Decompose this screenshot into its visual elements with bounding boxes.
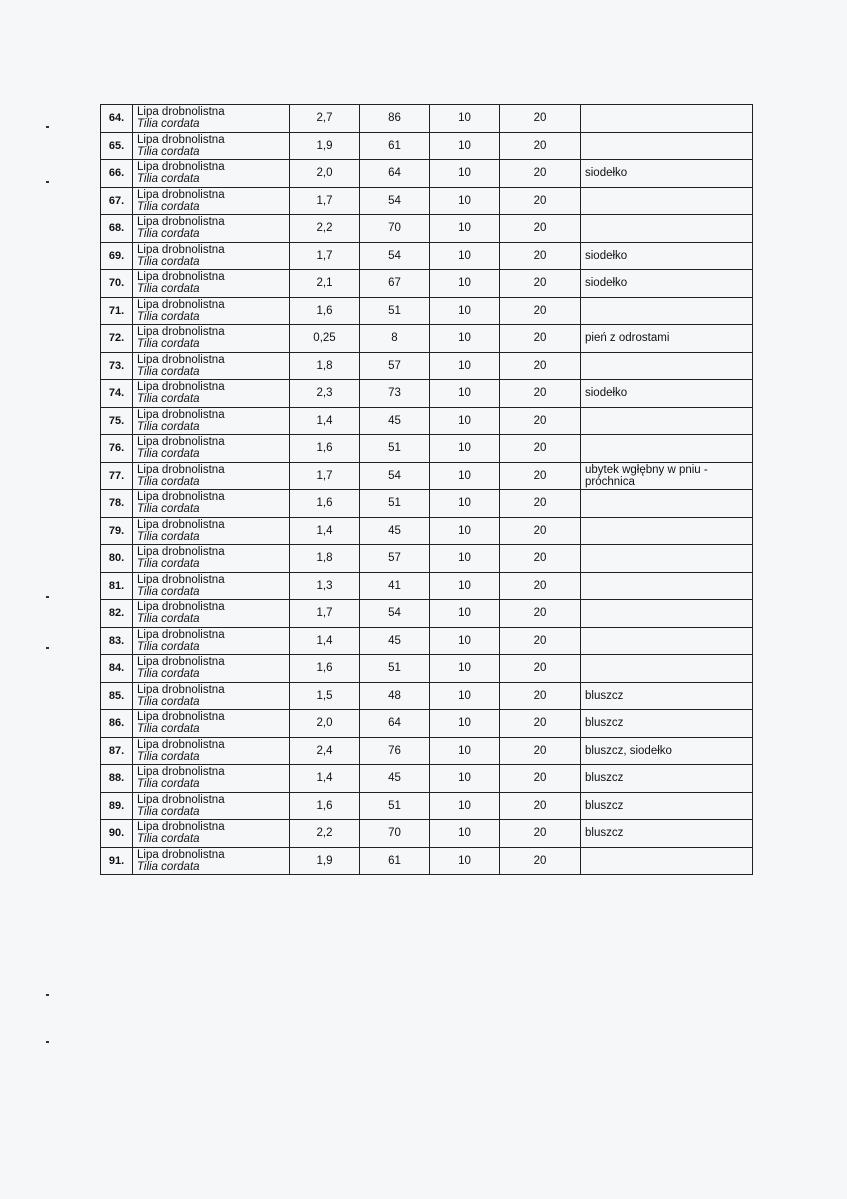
value-col-1: 1,6: [290, 655, 360, 683]
value-col-3: 10: [430, 517, 500, 545]
species-cell: [133, 490, 290, 518]
remarks-cell: [581, 572, 753, 600]
species-cell: [133, 710, 290, 738]
value-col-3: 10: [430, 435, 500, 463]
value-col-4: 20: [500, 407, 581, 435]
value-col-3: 10: [430, 160, 500, 188]
remarks-cell: siodełko: [581, 160, 753, 188]
row-number: 76.: [101, 435, 133, 463]
value-col-1: 2,3: [290, 380, 360, 408]
species-latin-name: Tilia cordata: [137, 585, 200, 598]
species-cell: [133, 545, 290, 573]
value-col-4: 20: [500, 352, 581, 380]
species-polish-name: Lipa drobnolistna: [137, 821, 225, 834]
species-cell: [133, 105, 290, 133]
value-col-3: 10: [430, 765, 500, 793]
value-col-1: 1,5: [290, 682, 360, 710]
value-col-1: 2,0: [290, 160, 360, 188]
value-col-1: 1,6: [290, 490, 360, 518]
value-col-2: 64: [360, 710, 430, 738]
row-number: 78.: [101, 490, 133, 518]
species-polish-name: Lipa drobnolistna: [137, 381, 225, 394]
value-col-2: 67: [360, 270, 430, 298]
remarks-cell: [581, 187, 753, 215]
table-row: [101, 325, 753, 353]
value-col-3: 10: [430, 600, 500, 628]
remarks-cell: [581, 435, 753, 463]
value-col-1: 1,7: [290, 462, 360, 490]
row-number: 79.: [101, 517, 133, 545]
table-row: [101, 297, 753, 325]
table-row: [101, 737, 753, 765]
value-col-4: 20: [500, 765, 581, 793]
row-number: 73.: [101, 352, 133, 380]
species-polish-name: Lipa drobnolistna: [137, 298, 225, 311]
value-col-2: 45: [360, 517, 430, 545]
remarks-cell: bluszcz: [581, 710, 753, 738]
scan-mark: [46, 596, 49, 598]
remarks-cell: [581, 545, 753, 573]
value-col-3: 10: [430, 270, 500, 298]
table-row: [101, 215, 753, 243]
remarks-cell: ubytek wgłębny w pniu - próchnica: [581, 462, 753, 490]
species-latin-name: Tilia cordata: [137, 200, 200, 213]
remarks-cell: [581, 490, 753, 518]
value-col-4: 20: [500, 160, 581, 188]
species-latin-name: Tilia cordata: [137, 173, 200, 186]
value-col-4: 20: [500, 682, 581, 710]
remarks-cell: [581, 297, 753, 325]
species-cell: [133, 627, 290, 655]
remarks-cell: bluszcz, siodełko: [581, 737, 753, 765]
value-col-3: 10: [430, 352, 500, 380]
species-cell: [133, 737, 290, 765]
value-col-1: 1,8: [290, 545, 360, 573]
row-number: 70.: [101, 270, 133, 298]
species-latin-name: Tilia cordata: [137, 778, 200, 791]
value-col-1: 1,7: [290, 187, 360, 215]
value-col-2: 57: [360, 545, 430, 573]
value-col-4: 20: [500, 517, 581, 545]
value-col-1: 2,4: [290, 737, 360, 765]
value-col-4: 20: [500, 545, 581, 573]
value-col-1: 1,4: [290, 407, 360, 435]
species-cell: [133, 655, 290, 683]
species-latin-name: Tilia cordata: [137, 860, 200, 873]
value-col-4: 20: [500, 655, 581, 683]
value-col-3: 10: [430, 242, 500, 270]
species-polish-name: Lipa drobnolistna: [137, 243, 225, 256]
value-col-4: 20: [500, 572, 581, 600]
species-cell: [133, 132, 290, 160]
remarks-cell: [581, 215, 753, 243]
species-cell: [133, 187, 290, 215]
value-col-2: 48: [360, 682, 430, 710]
table-row: [101, 627, 753, 655]
table-row: [101, 820, 753, 848]
value-col-2: 54: [360, 462, 430, 490]
value-col-4: 20: [500, 187, 581, 215]
value-col-1: 1,6: [290, 792, 360, 820]
value-col-3: 10: [430, 820, 500, 848]
species-latin-name: Tilia cordata: [137, 503, 200, 516]
species-cell: [133, 435, 290, 463]
species-latin-name: Tilia cordata: [137, 118, 200, 131]
value-col-2: 61: [360, 847, 430, 875]
species-latin-name: Tilia cordata: [137, 695, 200, 708]
species-cell: [133, 682, 290, 710]
species-polish-name: Lipa drobnolistna: [137, 546, 225, 559]
species-latin-name: Tilia cordata: [137, 558, 200, 571]
species-latin-name: Tilia cordata: [137, 228, 200, 241]
row-number: 75.: [101, 407, 133, 435]
value-col-4: 20: [500, 847, 581, 875]
species-latin-name: Tilia cordata: [137, 145, 200, 158]
value-col-2: 73: [360, 380, 430, 408]
table-row: [101, 572, 753, 600]
remarks-cell: [581, 407, 753, 435]
row-number: 88.: [101, 765, 133, 793]
remarks-cell: [581, 132, 753, 160]
remarks-cell: siodełko: [581, 380, 753, 408]
row-number: 68.: [101, 215, 133, 243]
row-number: 71.: [101, 297, 133, 325]
species-cell: [133, 847, 290, 875]
value-col-1: 2,1: [290, 270, 360, 298]
value-col-2: 54: [360, 242, 430, 270]
value-col-2: 41: [360, 572, 430, 600]
value-col-1: 1,9: [290, 132, 360, 160]
table-row: [101, 242, 753, 270]
row-number: 84.: [101, 655, 133, 683]
value-col-4: 20: [500, 462, 581, 490]
value-col-4: 20: [500, 820, 581, 848]
value-col-2: 51: [360, 655, 430, 683]
value-col-4: 20: [500, 435, 581, 463]
value-col-1: 1,9: [290, 847, 360, 875]
value-col-1: 1,7: [290, 242, 360, 270]
remarks-cell: bluszcz: [581, 682, 753, 710]
table-row: [101, 682, 753, 710]
row-number: 91.: [101, 847, 133, 875]
remarks-cell: siodełko: [581, 242, 753, 270]
species-latin-name: Tilia cordata: [137, 805, 200, 818]
value-col-3: 10: [430, 462, 500, 490]
species-cell: [133, 160, 290, 188]
value-col-3: 10: [430, 380, 500, 408]
row-number: 69.: [101, 242, 133, 270]
species-polish-name: Lipa drobnolistna: [137, 848, 225, 861]
row-number: 87.: [101, 737, 133, 765]
species-polish-name: Lipa drobnolistna: [137, 188, 225, 201]
remarks-cell: [581, 847, 753, 875]
species-polish-name: Lipa drobnolistna: [137, 711, 225, 724]
row-number: 81.: [101, 572, 133, 600]
table-row: [101, 160, 753, 188]
value-col-1: 1,7: [290, 600, 360, 628]
scan-mark: [46, 181, 49, 183]
value-col-3: 10: [430, 105, 500, 133]
value-col-3: 10: [430, 490, 500, 518]
value-col-3: 10: [430, 655, 500, 683]
species-cell: [133, 572, 290, 600]
species-cell: [133, 380, 290, 408]
species-cell: [133, 792, 290, 820]
tree-inventory-table: [100, 104, 753, 875]
table-row: [101, 792, 753, 820]
table-row: [101, 187, 753, 215]
table-row: [101, 710, 753, 738]
species-cell: [133, 242, 290, 270]
value-col-1: 1,4: [290, 517, 360, 545]
row-number: 72.: [101, 325, 133, 353]
species-polish-name: Lipa drobnolistna: [137, 793, 225, 806]
value-col-1: 1,6: [290, 435, 360, 463]
species-latin-name: Tilia cordata: [137, 448, 200, 461]
value-col-2: 51: [360, 490, 430, 518]
value-col-3: 10: [430, 545, 500, 573]
remarks-cell: bluszcz: [581, 765, 753, 793]
species-polish-name: Lipa drobnolistna: [137, 161, 225, 174]
row-number: 65.: [101, 132, 133, 160]
value-col-3: 10: [430, 132, 500, 160]
value-col-1: 2,7: [290, 105, 360, 133]
table-row: [101, 517, 753, 545]
table-row: [101, 600, 753, 628]
value-col-4: 20: [500, 325, 581, 353]
species-latin-name: Tilia cordata: [137, 530, 200, 543]
species-cell: [133, 517, 290, 545]
species-cell: [133, 215, 290, 243]
species-polish-name: Lipa drobnolistna: [137, 766, 225, 779]
value-col-2: 54: [360, 600, 430, 628]
value-col-1: 1,4: [290, 765, 360, 793]
species-cell: [133, 765, 290, 793]
row-number: 89.: [101, 792, 133, 820]
value-col-4: 20: [500, 710, 581, 738]
species-cell: [133, 352, 290, 380]
remarks-cell: pień z odrostami: [581, 325, 753, 353]
value-col-2: 45: [360, 407, 430, 435]
table-row: [101, 655, 753, 683]
species-polish-name: Lipa drobnolistna: [137, 628, 225, 641]
species-polish-name: Lipa drobnolistna: [137, 738, 225, 751]
species-cell: [133, 325, 290, 353]
value-col-3: 10: [430, 572, 500, 600]
value-col-2: 51: [360, 435, 430, 463]
value-col-4: 20: [500, 792, 581, 820]
value-col-4: 20: [500, 242, 581, 270]
table-row: [101, 270, 753, 298]
value-col-3: 10: [430, 627, 500, 655]
species-latin-name: Tilia cordata: [137, 255, 200, 268]
value-col-2: 64: [360, 160, 430, 188]
value-col-3: 10: [430, 737, 500, 765]
value-col-2: 51: [360, 297, 430, 325]
table-row: [101, 105, 753, 133]
value-col-4: 20: [500, 215, 581, 243]
species-latin-name: Tilia cordata: [137, 723, 200, 736]
value-col-3: 10: [430, 710, 500, 738]
value-col-2: 70: [360, 820, 430, 848]
species-polish-name: Lipa drobnolistna: [137, 656, 225, 669]
value-col-2: 8: [360, 325, 430, 353]
row-number: 86.: [101, 710, 133, 738]
remarks-cell: [581, 352, 753, 380]
species-latin-name: Tilia cordata: [137, 640, 200, 653]
table-row: [101, 407, 753, 435]
species-latin-name: Tilia cordata: [137, 613, 200, 626]
species-latin-name: Tilia cordata: [137, 338, 200, 351]
species-latin-name: Tilia cordata: [137, 750, 200, 763]
row-number: 82.: [101, 600, 133, 628]
remarks-cell: bluszcz: [581, 820, 753, 848]
species-polish-name: Lipa drobnolistna: [137, 106, 225, 119]
table-row: [101, 545, 753, 573]
value-col-1: 2,2: [290, 215, 360, 243]
table-body: [101, 105, 753, 875]
remarks-cell: bluszcz: [581, 792, 753, 820]
species-latin-name: Tilia cordata: [137, 420, 200, 433]
value-col-2: 61: [360, 132, 430, 160]
species-latin-name: Tilia cordata: [137, 365, 200, 378]
remarks-cell: [581, 517, 753, 545]
value-col-4: 20: [500, 132, 581, 160]
species-polish-name: Lipa drobnolistna: [137, 491, 225, 504]
value-col-1: 1,8: [290, 352, 360, 380]
species-cell: [133, 297, 290, 325]
value-col-1: 2,2: [290, 820, 360, 848]
value-col-1: 1,3: [290, 572, 360, 600]
row-number: 77.: [101, 462, 133, 490]
table-row: [101, 352, 753, 380]
row-number: 80.: [101, 545, 133, 573]
value-col-3: 10: [430, 297, 500, 325]
species-cell: [133, 407, 290, 435]
table-row: [101, 132, 753, 160]
species-latin-name: Tilia cordata: [137, 393, 200, 406]
value-col-4: 20: [500, 270, 581, 298]
scan-mark: [46, 647, 49, 649]
value-col-3: 10: [430, 187, 500, 215]
table-row: [101, 462, 753, 490]
table-row: [101, 765, 753, 793]
row-number: 90.: [101, 820, 133, 848]
species-polish-name: Lipa drobnolistna: [137, 353, 225, 366]
row-number: 67.: [101, 187, 133, 215]
species-latin-name: Tilia cordata: [137, 668, 200, 681]
value-col-4: 20: [500, 380, 581, 408]
value-col-3: 10: [430, 792, 500, 820]
value-col-3: 10: [430, 847, 500, 875]
remarks-cell: [581, 655, 753, 683]
species-cell: [133, 462, 290, 490]
scan-mark: [46, 126, 49, 128]
value-col-4: 20: [500, 297, 581, 325]
value-col-4: 20: [500, 490, 581, 518]
species-polish-name: Lipa drobnolistna: [137, 271, 225, 284]
row-number: 74.: [101, 380, 133, 408]
value-col-2: 86: [360, 105, 430, 133]
species-polish-name: Lipa drobnolistna: [137, 436, 225, 449]
value-col-3: 10: [430, 215, 500, 243]
species-polish-name: Lipa drobnolistna: [137, 463, 225, 476]
value-col-1: 2,0: [290, 710, 360, 738]
remarks-cell: [581, 105, 753, 133]
species-latin-name: Tilia cordata: [137, 283, 200, 296]
value-col-2: 45: [360, 765, 430, 793]
value-col-2: 45: [360, 627, 430, 655]
table-row: [101, 435, 753, 463]
species-polish-name: Lipa drobnolistna: [137, 133, 225, 146]
remarks-cell: [581, 627, 753, 655]
value-col-4: 20: [500, 105, 581, 133]
row-number: 66.: [101, 160, 133, 188]
species-cell: [133, 600, 290, 628]
species-polish-name: Lipa drobnolistna: [137, 573, 225, 586]
species-latin-name: Tilia cordata: [137, 475, 200, 488]
value-col-1: 1,6: [290, 297, 360, 325]
value-col-2: 76: [360, 737, 430, 765]
value-col-3: 10: [430, 682, 500, 710]
species-polish-name: Lipa drobnolistna: [137, 408, 225, 421]
value-col-3: 10: [430, 325, 500, 353]
value-col-4: 20: [500, 600, 581, 628]
species-polish-name: Lipa drobnolistna: [137, 601, 225, 614]
species-cell: [133, 270, 290, 298]
scan-mark: [46, 1041, 49, 1043]
table-row: [101, 380, 753, 408]
row-number: 64.: [101, 105, 133, 133]
value-col-4: 20: [500, 737, 581, 765]
value-col-2: 70: [360, 215, 430, 243]
species-cell: [133, 820, 290, 848]
value-col-1: 1,4: [290, 627, 360, 655]
scan-mark: [46, 994, 49, 996]
value-col-3: 10: [430, 407, 500, 435]
value-col-1: 0,25: [290, 325, 360, 353]
species-polish-name: Lipa drobnolistna: [137, 326, 225, 339]
value-col-2: 51: [360, 792, 430, 820]
remarks-cell: [581, 600, 753, 628]
value-col-2: 57: [360, 352, 430, 380]
value-col-2: 54: [360, 187, 430, 215]
species-polish-name: Lipa drobnolistna: [137, 216, 225, 229]
table-row: [101, 847, 753, 875]
row-number: 85.: [101, 682, 133, 710]
table-row: [101, 490, 753, 518]
species-latin-name: Tilia cordata: [137, 833, 200, 846]
species-polish-name: Lipa drobnolistna: [137, 518, 225, 531]
row-number: 83.: [101, 627, 133, 655]
remarks-cell: siodełko: [581, 270, 753, 298]
species-polish-name: Lipa drobnolistna: [137, 683, 225, 696]
value-col-4: 20: [500, 627, 581, 655]
species-latin-name: Tilia cordata: [137, 310, 200, 323]
